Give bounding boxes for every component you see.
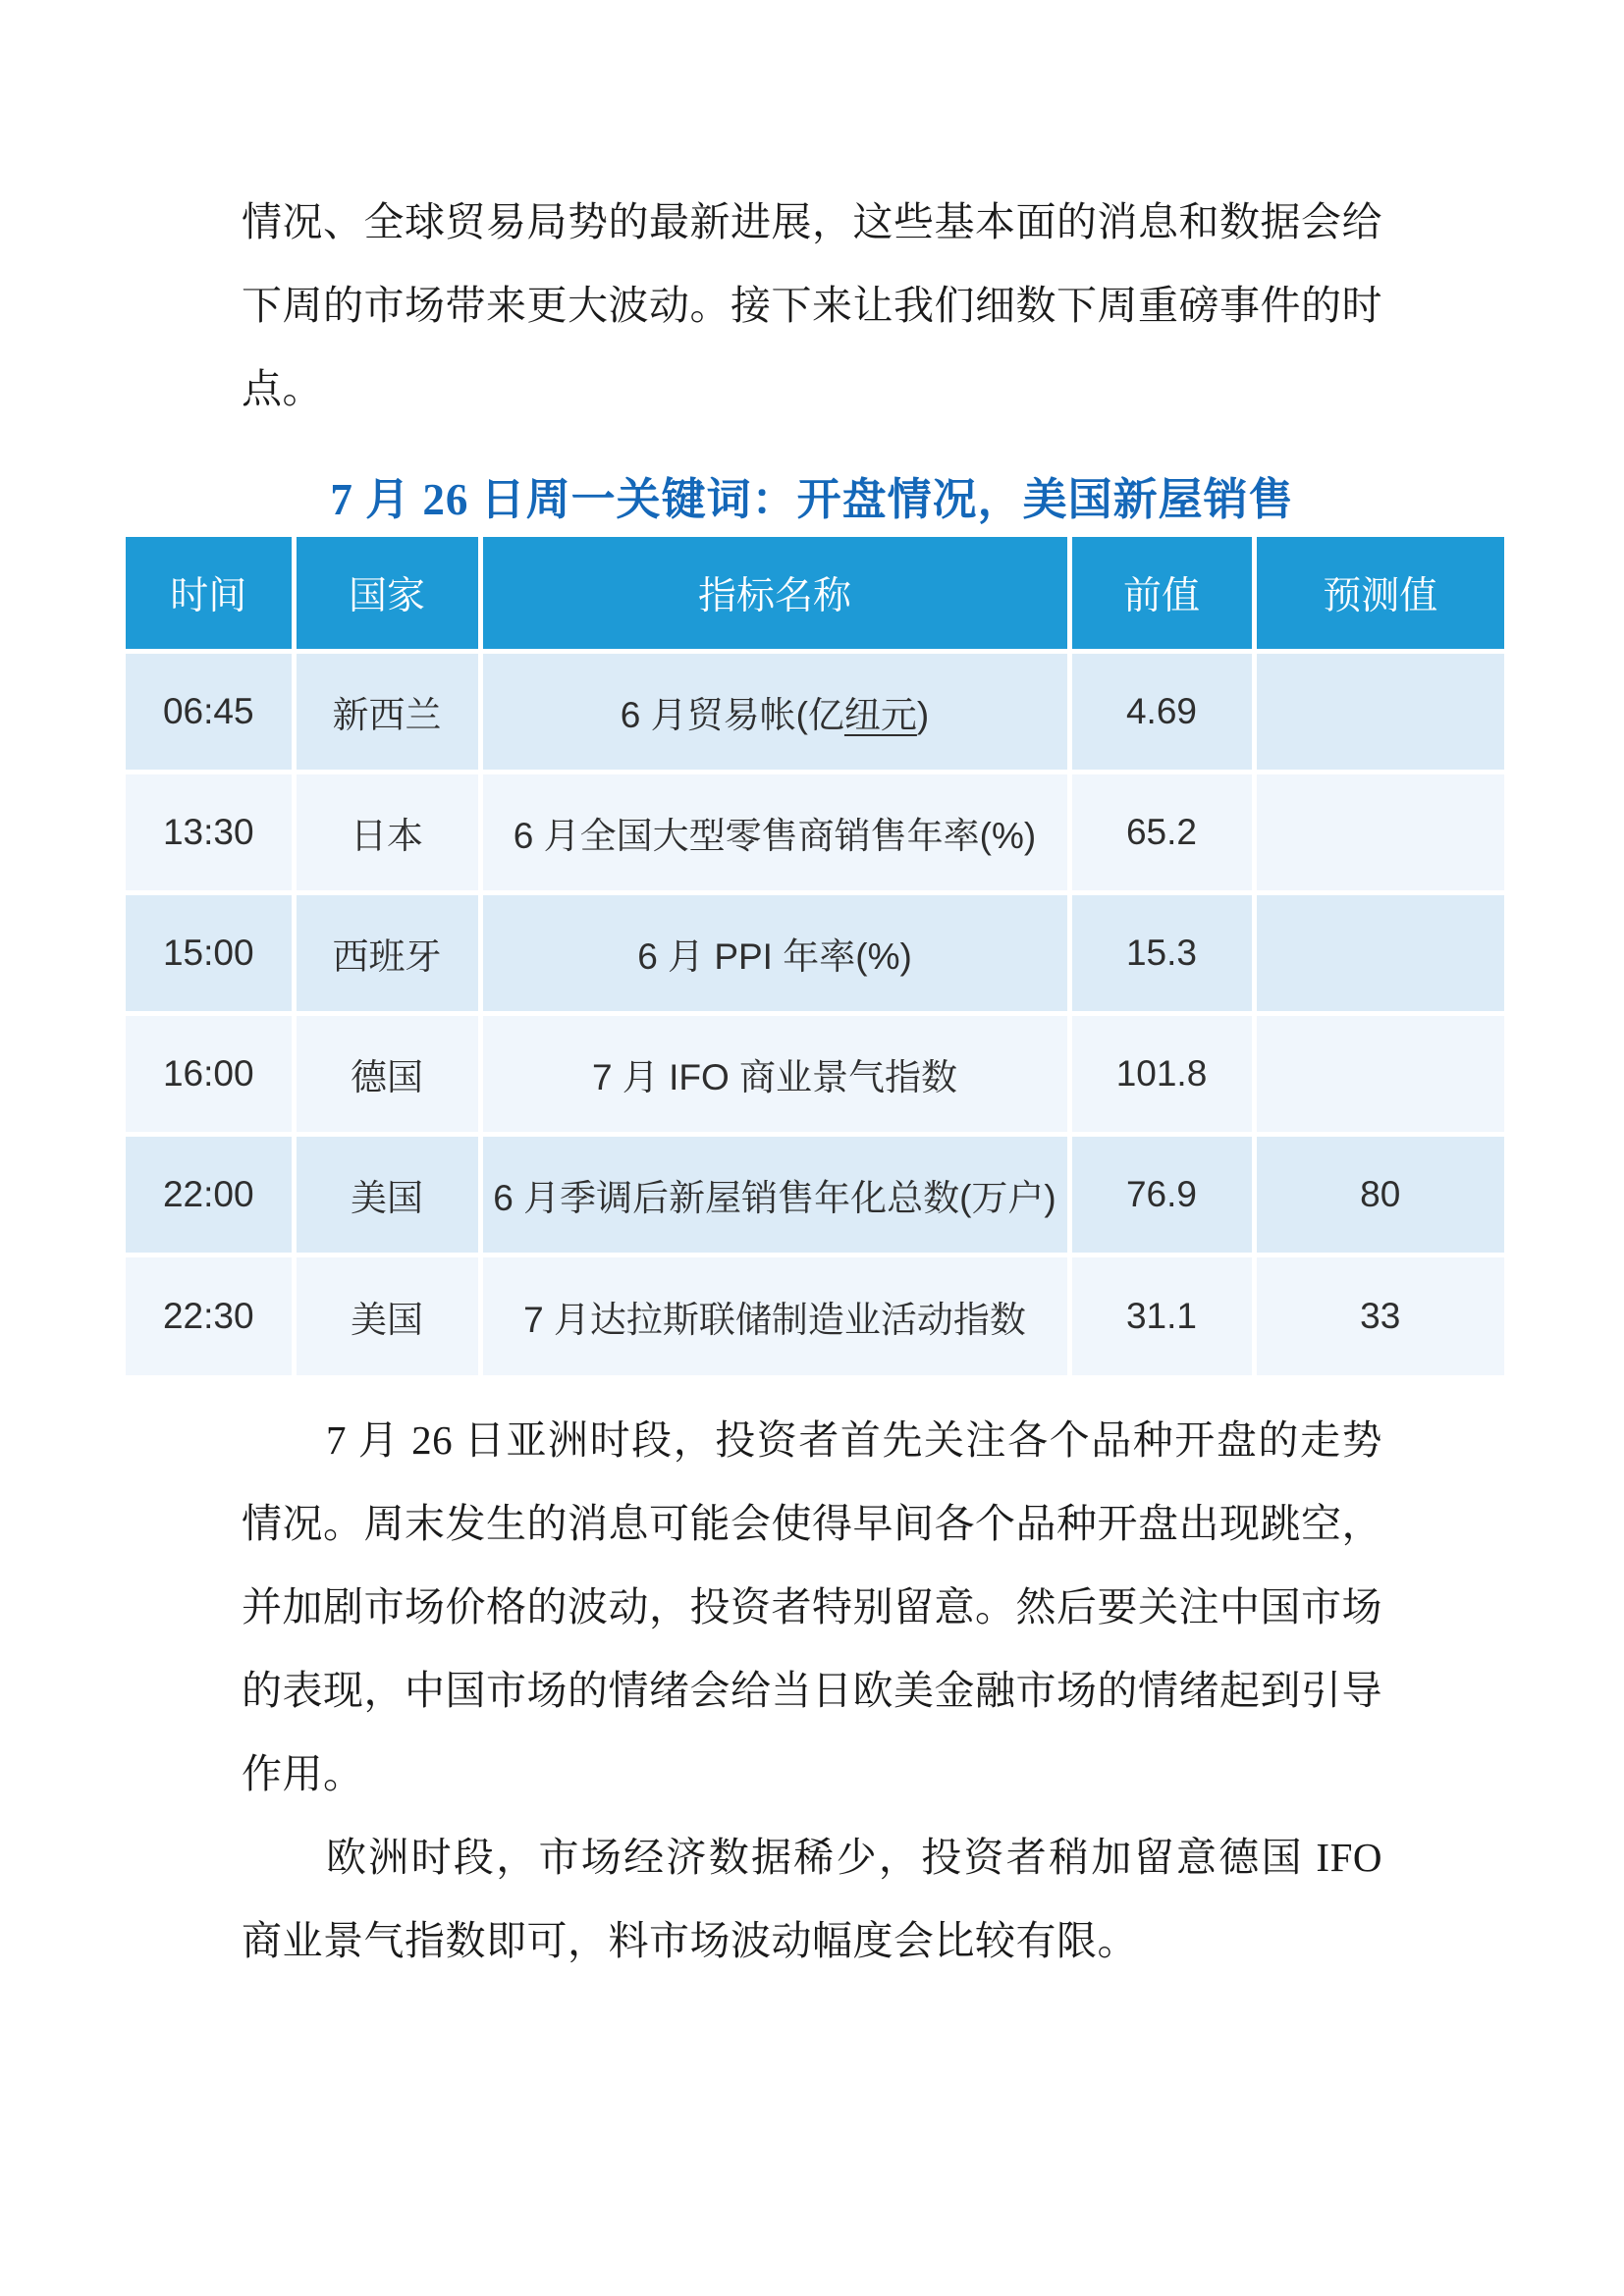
table-cell-country: 日本 xyxy=(294,772,480,892)
section-heading: 7 月 26 日周一关键词：开盘情况，美国新屋销售 xyxy=(330,475,1294,524)
table-cell-forecast xyxy=(1254,892,1504,1013)
table-cell-indicator xyxy=(480,1134,1069,1255)
table-cell-forecast xyxy=(1254,772,1504,892)
table-cell-indicator xyxy=(480,772,1069,892)
economic-calendar-table xyxy=(126,537,1504,1375)
indicator-text: 6 月 PPI 年率(%) xyxy=(637,935,912,977)
table-cell-country: 美国 xyxy=(294,1255,480,1375)
table-cell-previous: 4.69 xyxy=(1069,651,1254,772)
indicator-text: 6 月贸易帐(亿 xyxy=(620,694,844,735)
asia-session-paragraph: 7 月 26 日亚洲时段，投资者首先关注各个品种开盘的走势情况。周末发生的消息可能会使得早间各个品种开盘出现跳空，并加剧市场价格的波动，投资者特别留意。然后要关注中国市场的表现，中国市场的情绪会给当日欧美金融市场的情绪起到引导作用。 xyxy=(242,1417,1382,1796)
table-cell-previous: 101.8 xyxy=(1069,1013,1254,1134)
indicator-underlined-text: 纽元 xyxy=(843,694,917,735)
table-row xyxy=(126,1255,1504,1375)
table-cell-previous: 65.2 xyxy=(1069,772,1254,892)
indicator-text: 6 月季调后新屋销售年化总数(万户) xyxy=(493,1177,1056,1218)
table-row xyxy=(126,1134,1504,1255)
indicator-text: 7 月达拉斯联储制造业活动指数 xyxy=(523,1299,1026,1340)
table-cell-country: 美国 xyxy=(294,1134,480,1255)
table-cell-previous: 31.1 xyxy=(1069,1255,1254,1375)
table-header-cell: 预测值 xyxy=(1254,537,1504,651)
table-cell-forecast xyxy=(1254,1013,1504,1134)
table-cell-forecast: 33 xyxy=(1254,1255,1504,1375)
table-cell-country: 德国 xyxy=(294,1013,480,1134)
table-cell-time: 06:45 xyxy=(126,651,294,772)
table-body xyxy=(126,651,1504,1375)
table-row xyxy=(126,651,1504,772)
table-cell-previous: 76.9 xyxy=(1069,1134,1254,1255)
table-cell-indicator xyxy=(480,892,1069,1013)
indicator-text: ) xyxy=(916,694,930,735)
table-header-cell: 国家 xyxy=(294,537,480,651)
table-cell-time: 16:00 xyxy=(126,1013,294,1134)
table-header-cell: 前值 xyxy=(1069,537,1254,651)
indicator-text: 6 月全国大型零售商销售年率(%) xyxy=(513,815,1037,856)
table-cell-previous: 15.3 xyxy=(1069,892,1254,1013)
indicator-text: 7 月 IFO 商业景气指数 xyxy=(591,1056,958,1097)
table-cell-time: 15:00 xyxy=(126,892,294,1013)
europe-session-paragraph: 欧洲时段，市场经济数据稀少，投资者稍加留意德国 IFO 商业景气指数即可，料市场波动幅度会比较有限。 xyxy=(242,1835,1382,1963)
table-cell-country: 西班牙 xyxy=(294,892,480,1013)
table-row xyxy=(126,892,1504,1013)
table-cell-time: 13:30 xyxy=(126,772,294,892)
table-cell-forecast: 80 xyxy=(1254,1134,1504,1255)
table-row xyxy=(126,1013,1504,1134)
table-cell-indicator xyxy=(480,651,1069,772)
table-row xyxy=(126,772,1504,892)
table-header-cell: 时间 xyxy=(126,537,294,651)
table-cell-forecast xyxy=(1254,651,1504,772)
table-cell-country: 新西兰 xyxy=(294,651,480,772)
table-cell-time: 22:00 xyxy=(126,1134,294,1255)
table-cell-indicator xyxy=(480,1013,1069,1134)
table-cell-time: 22:30 xyxy=(126,1255,294,1375)
table-header-cell: 指标名称 xyxy=(480,537,1069,651)
intro-paragraph: 情况、全球贸易局势的最新进展，这些基本面的消息和数据会给下周的市场带来更大波动。接下来让我们细数下周重磅事件的时点。 xyxy=(242,199,1382,411)
table-cell-indicator xyxy=(480,1255,1069,1375)
table-header-row xyxy=(126,537,1504,651)
